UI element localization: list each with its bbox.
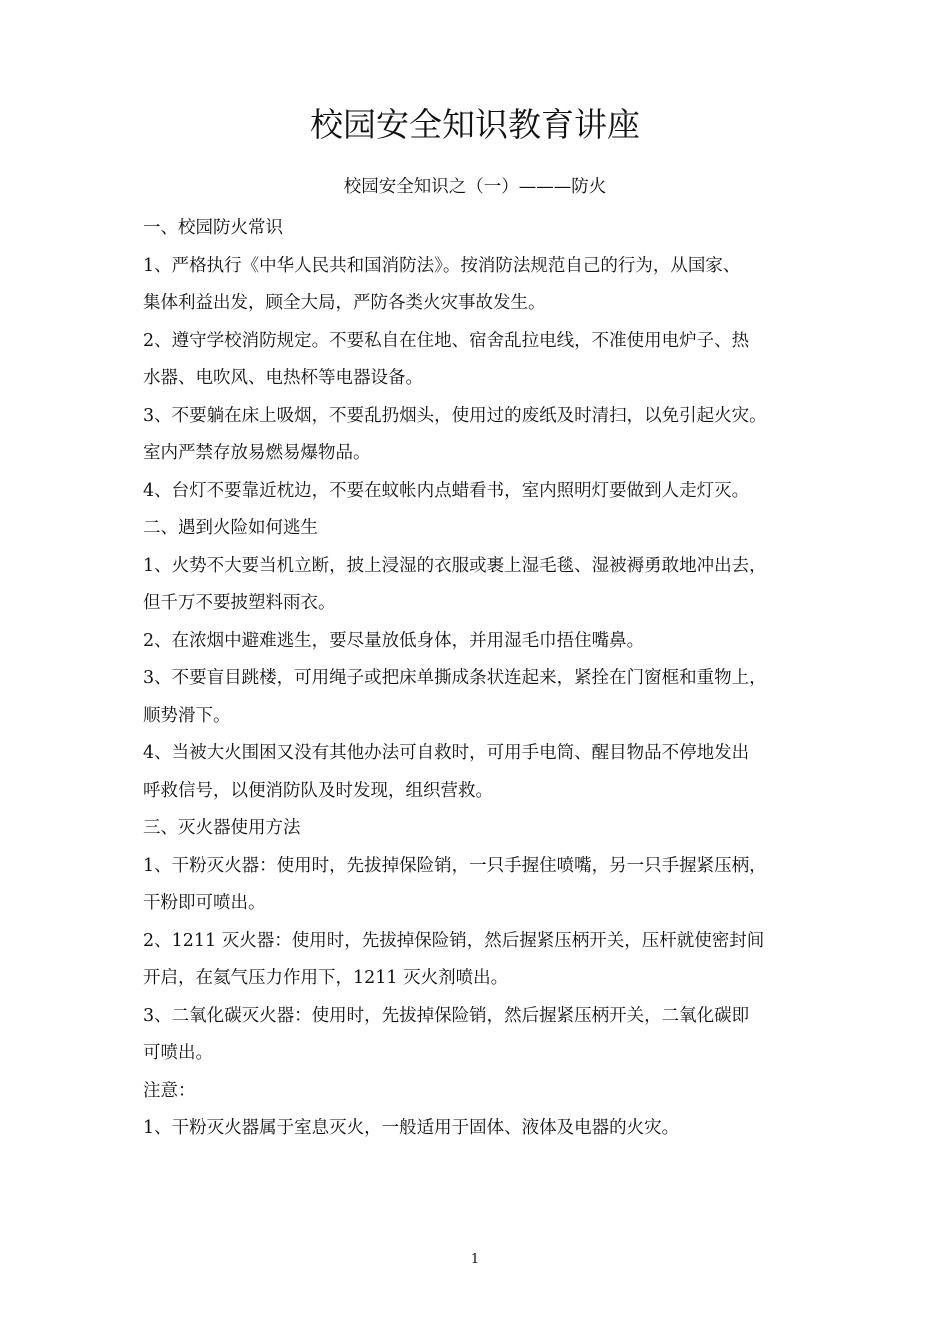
text-line: 1、干粉灭火器属于室息灭火，一般适用于固体、液体及电器的火灾。 (143, 1118, 680, 1138)
text-line: 3、不要躺在床上吸烟，不要乱扔烟头，使用过的废纸及时清扫，以免引起火灾。 (143, 405, 767, 426)
text-line: 4、当被大火围困又没有其他办法可自救时，可用手电筒、醒目物品不停地发出 (143, 743, 750, 763)
text-line: 1、火势不大要当机立断，披上浸湿的衣服或裹上湿毛毯、湿被褥勇敢地冲出去， (143, 555, 767, 576)
text-line: 2、在浓烟中避难逃生，要尽量放低身体，并用湿毛巾捂住嘴鼻。 (143, 630, 645, 651)
text-line: 但千万不要披塑料雨衣。 (143, 593, 336, 613)
page-subtitle: 校园安全知识之（一）———防火 (343, 177, 607, 197)
text-line: 顺势滑下。 (143, 705, 231, 726)
text-line: 干粉即可喷出。 (143, 893, 266, 913)
text-line: 3、二氧化碳灭火器：使用时，先拔掉保险销，然后握紧压柄开关，二氧化碳即 (143, 1005, 750, 1026)
text-line: 集体利益出发，顾全大局，严防各类火灾事故发生。 (143, 293, 546, 313)
text-line: 二、遇到火险如何逃生 (143, 518, 318, 538)
document-body (143, 210, 815, 1148)
text-line: 呼救信号，以便消防队及时发现，组织营救。 (143, 780, 493, 801)
text-line: 三、灭火器使用方法 (143, 818, 301, 838)
text-line: 2、遵守学校消防规定。不要私自在住地、宿舍乱拉电线，不准使用电炉子、热 (143, 330, 750, 351)
text-line: 可喷出。 (143, 1043, 213, 1063)
text-line: 水器、电吹风、电热杯等电器设备。 (143, 368, 423, 388)
text-line: 1、严格执行《中华人民共和国消防法》。按消防法规范自己的行为，从国家、 (143, 255, 741, 276)
text-line: 1、干粉灭火器：使用时，先拔掉保险销，一只手握住喷嘴，另一只手握紧压柄， (143, 855, 767, 876)
page-number: 1 (470, 1252, 480, 1267)
text-line: 2、1211 灭火器：使用时，先拔掉保险销，然后握紧压柄开关，压杆就使密封间 (143, 930, 765, 951)
text-line: 一、校园防火常识 (143, 218, 283, 238)
text-line: 3、不要盲目跳楼，可用绳子或把床单撕成条状连起来，紧拴在门窗框和重物上， (143, 668, 767, 688)
text-line: 注意： (143, 1080, 196, 1101)
text-line: 开启，在氦气压力作用下，1211 灭火剂喷出。 (143, 968, 509, 988)
text-line: 4、台灯不要靠近枕边，不要在蚊帐内点蜡看书，室内照明灯要做到人走灯灭。 (143, 480, 750, 501)
page-title: 校园安全知识教育讲座 (310, 105, 640, 144)
text-line: 室内严禁存放易燃易爆物品。 (143, 443, 371, 463)
